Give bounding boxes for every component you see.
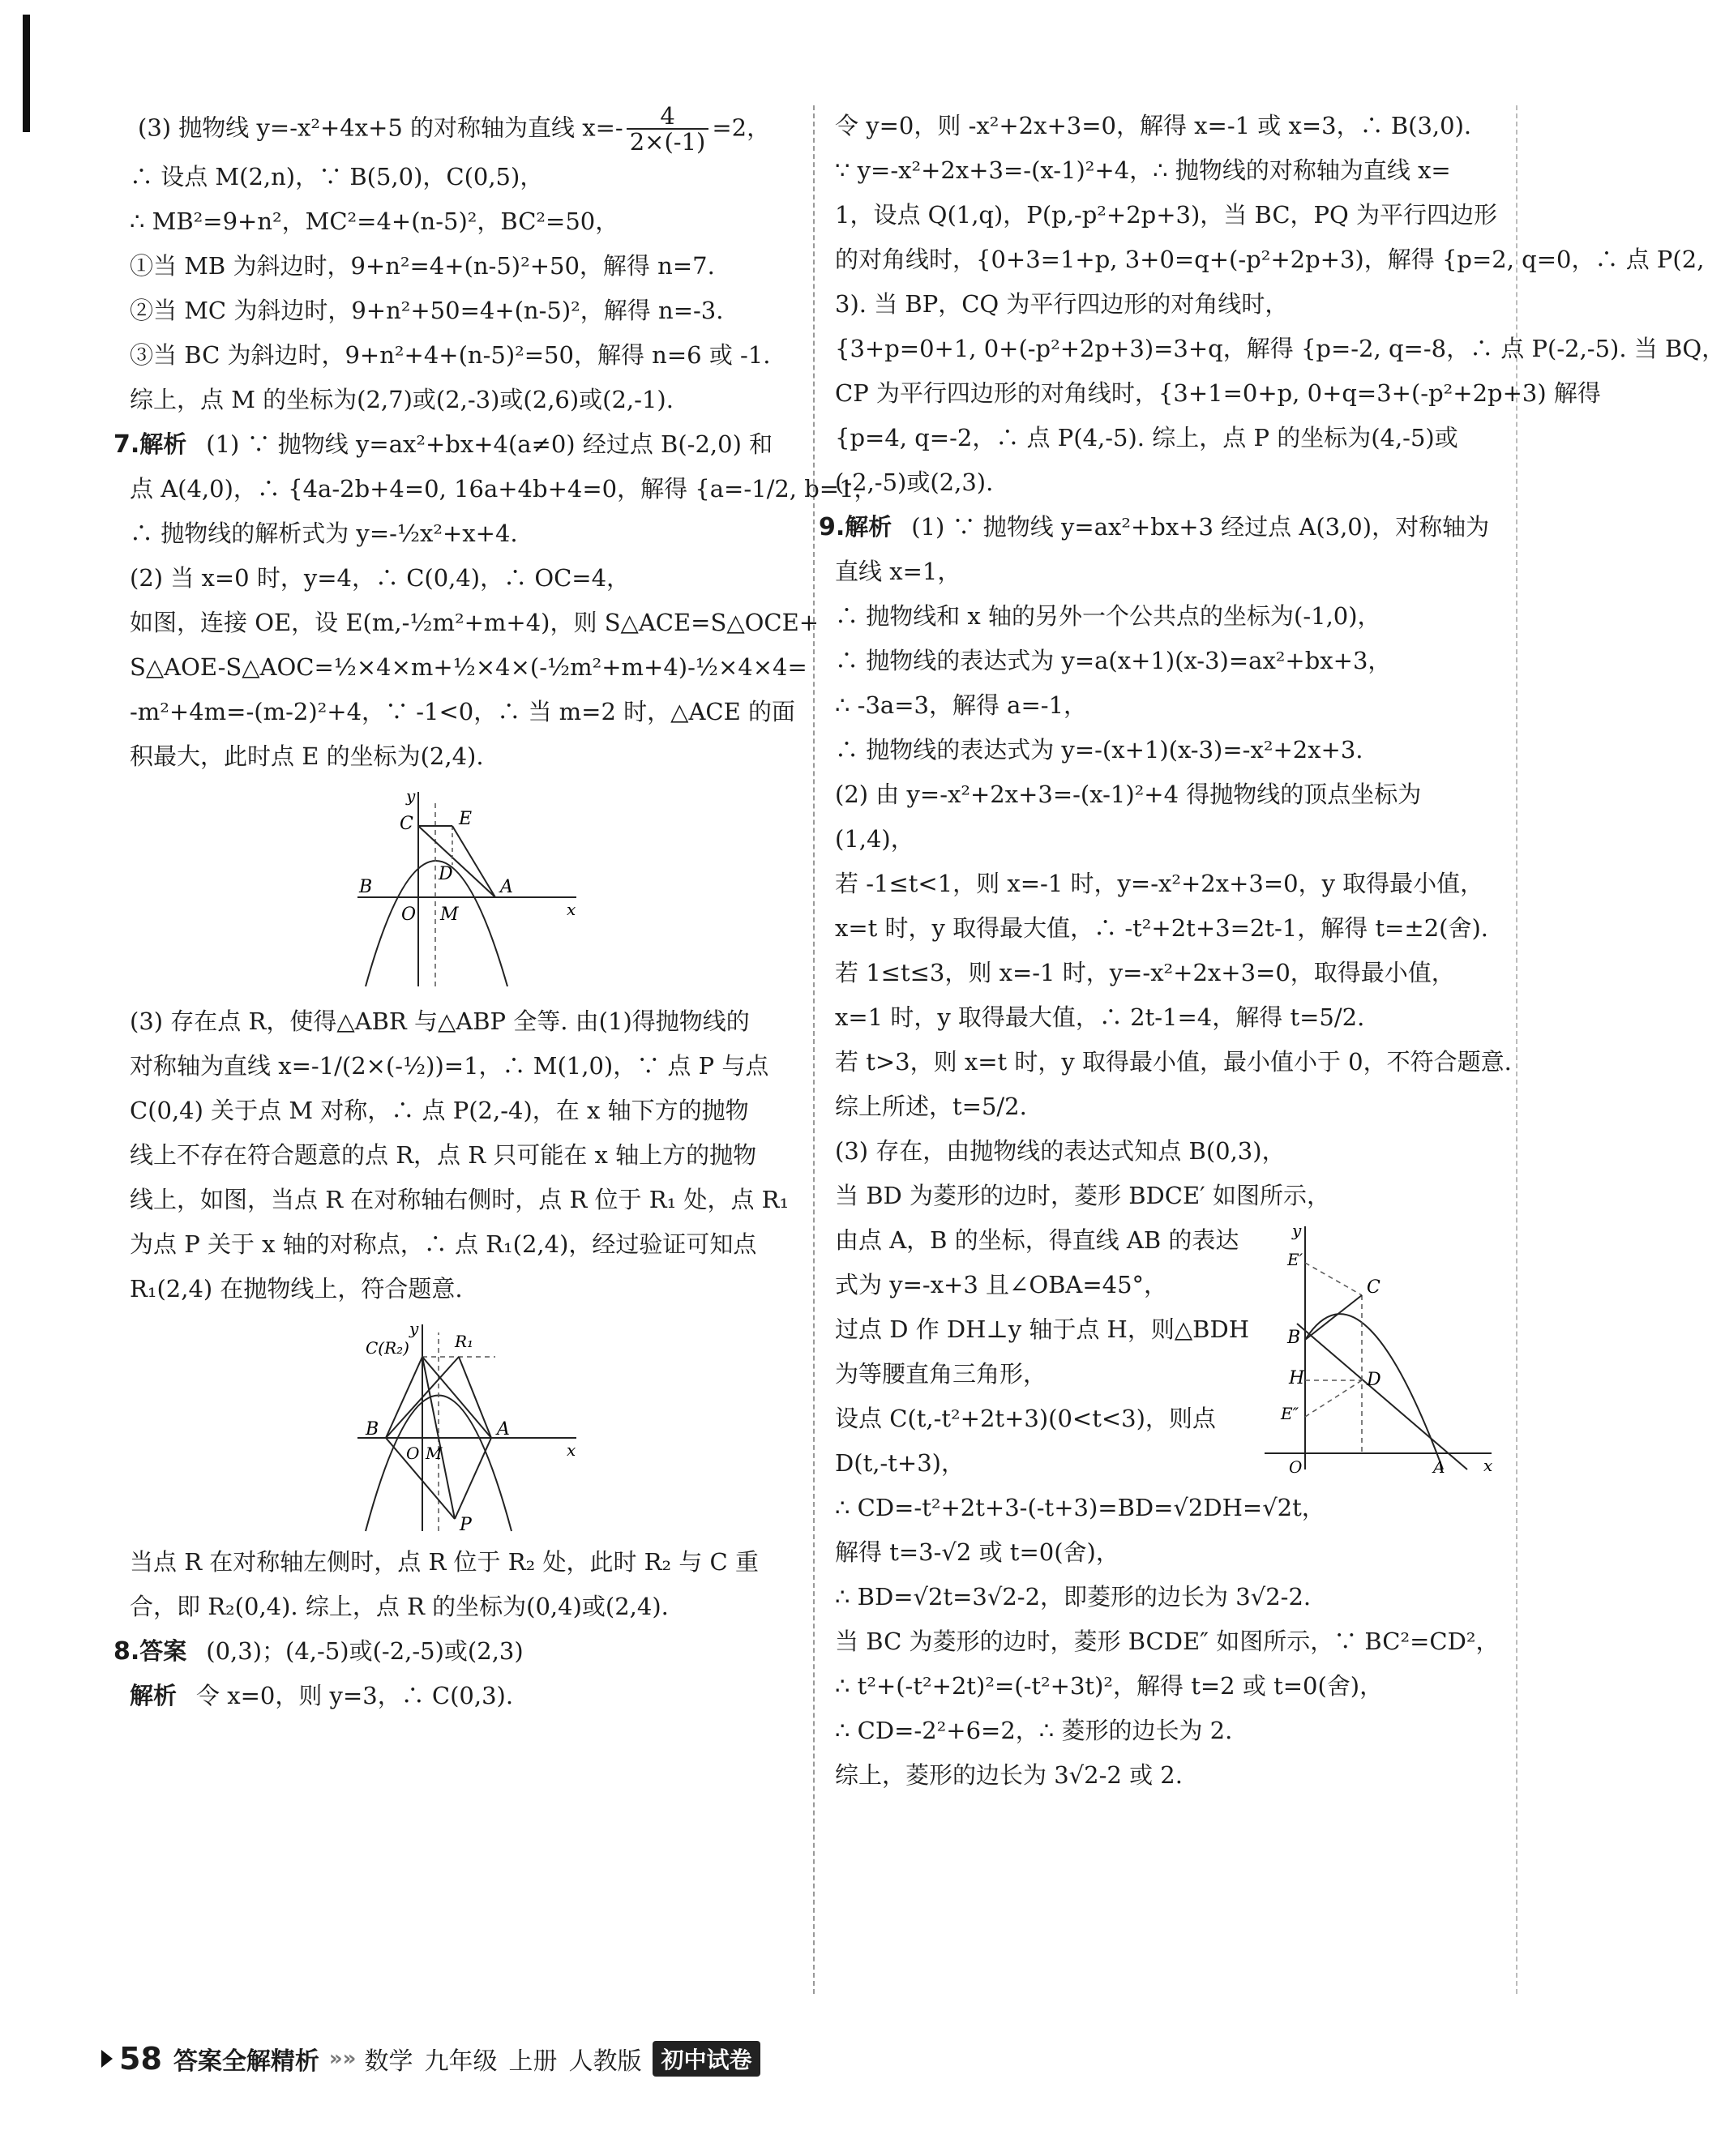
fig-label-y: y — [1292, 1221, 1302, 1240]
text-line: (3) 存在，由抛物线的表达式知点 B(0,3)， — [835, 1137, 1286, 1165]
fig-label-E-double-prime: E″ — [1281, 1404, 1299, 1423]
text-line: (2) 由 y=-x²+2x+3=-(x-1)²+4 得抛物线的顶点坐标为 — [835, 781, 1422, 808]
analysis-tag: 解析 — [845, 513, 892, 541]
fig-label-B: B — [359, 876, 373, 897]
question-number: 7. — [113, 430, 140, 459]
fig-label-B: B — [1287, 1328, 1301, 1348]
text-line: 若 t>3，则 x=t 时，y 取得最小值，最小值小于 0，不符合题意. — [835, 1048, 1512, 1076]
text-line: 当 BC 为菱形的边时，菱形 BCDE″ 如图所示，∵ BC²=CD²， — [835, 1628, 1500, 1655]
footer-edition: 人教版 — [568, 2047, 642, 2076]
fig-label-D: D — [1367, 1370, 1381, 1390]
text-line: S△AOE-S△AOC=½×4×m+½×4×(-½m²+m+4)-½×4×4= — [130, 652, 807, 681]
text-line: 如图，连接 OE，设 E(m,-½m²+m+4)，则 S△ACE=S△OCE+ — [130, 608, 820, 636]
answer-tag: 答案 — [139, 1636, 187, 1665]
text-line: -m²+4m=-(m-2)²+4，∵ -1<0，∴ 当 m=2 时，△ACE 的面 — [130, 697, 795, 725]
fig-label-O: O — [406, 1443, 420, 1463]
fig-label-E-prime: E′ — [1287, 1250, 1303, 1269]
text-line: 设点 C(t,-t²+2t+3)(0<t<3)，则点 — [835, 1405, 1216, 1432]
text-line: 令 y=0，则 -x²+2x+3=0，解得 x=-1 或 x=3，∴ B(3,0). — [835, 112, 1472, 139]
text-line: C(0,4) 关于点 M 对称，∴ 点 P(2,-4)，在 x 轴下方的抛物 — [130, 1096, 749, 1124]
text-line: 式为 y=-x+3 且∠OBA=45°， — [835, 1271, 1168, 1298]
fig-label-P: P — [460, 1514, 472, 1535]
page-footer — [101, 2039, 760, 2078]
text-line: ∴ 抛物线的表达式为 y=-(x+1)(x-3)=-x²+2x+3. — [835, 736, 1363, 764]
question-number: 8. — [113, 1636, 140, 1666]
text-line: 线上，如图，当点 R 在对称轴右侧时，点 R 位于 R₁ 处，点 R₁ — [130, 1185, 790, 1213]
question-7-header: 7.解析 (1) ∵ 抛物线 y=ax²+bx+4(a≠0) 经过点 B(-2,0) 和 — [113, 430, 773, 459]
fig-label-M: M — [440, 904, 459, 925]
text-line: 当点 R 在对称轴左侧时，点 R 位于 R₂ 处，此时 R₂ 与 C 重 — [130, 1547, 759, 1576]
text-line: 线上不存在符合题意的点 R，点 R 只可能在 x 轴上方的抛物 — [130, 1140, 757, 1169]
fig-label-C-R2: C(R₂) — [366, 1337, 409, 1358]
text-line: CP 为平行四边形的对角线时，{3+1=0+p, 0+q=3+(-p²+2p+3) 解得 — [835, 379, 1601, 407]
text-line: {3+p=0+1, 0+(-p²+2p+3)=3+q，解得 {p=-2, q=-8，∴ 点 P(-2,-5). 当 BQ， — [835, 335, 1725, 362]
text-line: ∴ 设点 M(2,n)，∵ B(5,0)，C(0,5)， — [130, 162, 544, 190]
footer-volume: 上册 — [508, 2047, 558, 2076]
text-line: (3) 抛物线 y=-x²+4x+5 的对称轴为直线 x=- $\frac{4}{2\times(-1)}$ =2， — [138, 102, 771, 156]
fig-label-y: y — [406, 785, 416, 806]
triangle-icon — [101, 2050, 113, 2068]
footer-grade: 九年级 — [424, 2047, 498, 2076]
text-line: D(t,-t+3)， — [835, 1449, 965, 1477]
text-line: ∴ t²+(-t²+2t)²=(-t²+3t)²，解得 t=2 或 t=0(舍)， — [835, 1672, 1384, 1700]
fig-label-E: E — [459, 808, 473, 829]
footer-title: 答案全解精析 — [173, 2047, 319, 2076]
fig-label-R1: R₁ — [455, 1331, 474, 1351]
fig-label-y: y — [409, 1318, 419, 1338]
text-line: ∴ MB²=9+n²，MC²=4+(n-5)²，BC²=50， — [130, 207, 619, 235]
text-line: 综上，点 M 的坐标为(2,7)或(2,-3)或(2,6)或(2,-1). — [130, 385, 674, 413]
fig-label-M: M — [426, 1443, 443, 1463]
text-line: 解得 t=3-√2 或 t=0(舍)， — [835, 1538, 1119, 1566]
fig-label-A: A — [500, 876, 513, 897]
fig-label-x: x — [567, 899, 576, 919]
text-line: 合，即 R₂(0,4). 综上，点 R 的坐标为(0,4)或(2,4). — [130, 1592, 669, 1620]
question-8-analysis: 解析 令 x=0，则 y=3，∴ C(0,3). — [130, 1681, 514, 1709]
text-line: ∴ CD=-2²+6=2，∴ 菱形的边长为 2. — [835, 1717, 1233, 1744]
fig-label-A: A — [497, 1418, 510, 1439]
text-line: (2) 当 x=0 时，y=4，∴ C(0,4)，∴ OC=4， — [130, 563, 631, 592]
fig-label-B: B — [366, 1418, 379, 1439]
text-line: 为等腰直角三角形， — [835, 1360, 1047, 1388]
question-9-header: 9.解析 (1) ∵ 抛物线 y=ax²+bx+3 经过点 A(3,0)，对称轴为 — [819, 513, 1490, 541]
page-edge-bar — [23, 15, 30, 132]
fig-label-C: C — [1367, 1277, 1380, 1298]
text-line: (3) 存在点 R，使得△ABR 与△ABP 全等. 由(1)得抛物线的 — [130, 1007, 750, 1035]
text-line: 对称轴为直线 x=-1/(2×(-½))=1，∴ M(1,0)，∵ 点 P 与点 — [130, 1051, 769, 1080]
text-line: 的对角线时，{0+3=1+p, 3+0=q+(-p²+2p+3)，解得 {p=2, q=0，∴ 点 P(2, — [835, 246, 1705, 273]
figure-q7-congruent — [341, 1316, 584, 1535]
text-line: x=t 时，y 取得最大值，∴ -t²+2t+3=2t-1，解得 t=±2(舍). — [835, 914, 1488, 942]
text-line: 由点 A，B 的坐标，得直线 AB 的表达 — [835, 1226, 1239, 1254]
text-line: ∵ y=-x²+2x+3=-(x-1)²+4，∴ 抛物线的对称轴为直线 x= — [835, 156, 1451, 184]
text-line: {p=4, q=-2，∴ 点 P(4,-5). 综上，点 P 的坐标为(4,-5)或 — [835, 424, 1458, 451]
text-line: ②当 MC 为斜边时，9+n²+50=4+(n-5)²，解得 n=-3. — [130, 296, 724, 324]
text-line: ∴ BD=√2t=3√2-2，即菱形的边长为 3√2-2. — [835, 1583, 1312, 1611]
text-line: (1,4)， — [835, 825, 914, 853]
text-line: (-2,-5)或(2,3). — [835, 468, 994, 496]
fig-label-C: C — [400, 813, 413, 834]
question-8-answer: 8.答案 (0,3)；(4,-5)或(-2,-5)或(2,3) — [113, 1636, 524, 1666]
double-chevron-icon: »» — [328, 2047, 357, 2071]
q9-figure-block — [835, 1218, 1508, 1486]
right-column — [819, 104, 1725, 1798]
analysis-tag: 解析 — [130, 1681, 178, 1709]
text-line: 直线 x=1， — [835, 558, 961, 585]
text-line: ③当 BC 为斜边时，9+n²+4+(n-5)²=50，解得 n=6 或 -1. — [130, 340, 771, 369]
text-line: 综上，菱形的边长为 3√2-2 或 2. — [835, 1761, 1183, 1789]
fig-label-x: x — [1483, 1456, 1493, 1475]
text-line: 当 BD 为菱形的边时，菱形 BDCE′ 如图所示， — [835, 1182, 1330, 1209]
text-line: ①当 MB 为斜边时，9+n²=4+(n-5)²+50，解得 n=7. — [130, 251, 715, 280]
footer-badge: 初中试卷 — [653, 2041, 760, 2077]
fig-label-O: O — [1289, 1457, 1303, 1477]
fraction: $\frac{4}{2\times(-1)}$ — [627, 104, 709, 155]
fig-label-A: A — [1433, 1457, 1445, 1477]
text-line: 3). 当 BP，CQ 为平行四边形的对角线时， — [835, 290, 1289, 318]
column-divider — [813, 105, 815, 1994]
text-line: ∴ 抛物线的表达式为 y=a(x+1)(x-3)=ax²+bx+3， — [835, 647, 1392, 674]
text-line: ∴ 抛物线的解析式为 y=-½x²+x+4. — [130, 519, 518, 547]
fig-label-D: D — [439, 863, 453, 884]
text-line: 综上所述，t=5/2. — [835, 1093, 1027, 1120]
footer-subject: 数学 — [364, 2047, 413, 2076]
text-line: ∴ CD=-t²+2t+3-(-t+3)=BD=√2DH=√2t， — [835, 1494, 1325, 1521]
question-number: 9. — [819, 513, 845, 541]
text-line: ∴ -3a=3，解得 a=-1， — [835, 691, 1088, 719]
figure-q7-area — [341, 784, 584, 995]
page-number: 58 — [119, 2041, 162, 2077]
text-line: 1，设点 Q(1,q)，P(p,-p²+2p+3)，当 BC，PQ 为平行四边形 — [835, 201, 1498, 229]
figure-q9-rhombus — [1256, 1218, 1500, 1478]
text-line: 为点 P 关于 x 轴的对称点，∴ 点 R₁(2,4)，经过验证可知点 — [130, 1230, 757, 1258]
text-line: ∴ 抛物线和 x 轴的另外一个公共点的坐标为(-1,0)， — [835, 602, 1381, 630]
text-line: 过点 D 作 DH⊥y 轴于点 H，则△BDH — [835, 1315, 1249, 1343]
fig-label-x: x — [567, 1439, 576, 1460]
text-line: 积最大，此时点 E 的坐标为(2,4). — [130, 742, 484, 770]
text-line: 点 A(4,0)，∴ {4a-2b+4=0, 16a+4b+4=0，解得 {a=-1/2, b=1， — [130, 474, 878, 503]
text-line: 若 -1≤t<1，则 x=-1 时，y=-x²+2x+3=0，y 取得最小值， — [835, 870, 1484, 897]
text-line: x=1 时，y 取得最大值，∴ 2t-1=4，解得 t=5/2. — [835, 1003, 1365, 1031]
text-line: 若 1≤t≤3，则 x=-1 时，y=-x²+2x+3=0，取得最小值， — [835, 959, 1455, 986]
analysis-tag: 解析 — [139, 430, 187, 458]
fig-label-H: H — [1289, 1368, 1305, 1388]
fig-label-O: O — [401, 904, 417, 925]
text-line: R₁(2,4) 在抛物线上，符合题意. — [130, 1274, 463, 1303]
